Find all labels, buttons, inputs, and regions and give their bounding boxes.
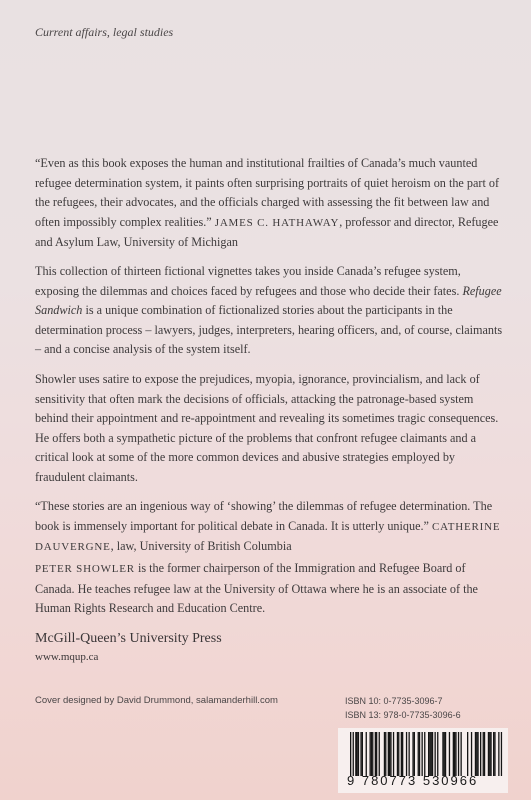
- bio-text: is the former chairperson of the Immigration and Refugee Board of Canada. He teaches refugee law at the University of Ottawa where he is an associate of the Human Rights Research and Education Centre.: [35, 561, 478, 615]
- barcode-bar: [458, 732, 459, 776]
- publisher-name: McGill-Queen’s University Press: [35, 631, 222, 646]
- barcode-bar: [454, 732, 455, 776]
- barcode-bar: [431, 732, 432, 776]
- genre-label: Current affairs, legal studies: [35, 25, 174, 39]
- endorsement-author: CATHERINE DAUVERGNE: [35, 520, 501, 553]
- barcode-bar: [375, 732, 376, 776]
- endorsement-affiliation: , professor and director, Refugee and Asylum Law, University of Michigan: [35, 214, 499, 249]
- barcode-bar: [393, 732, 394, 776]
- author-bio: [35, 559, 505, 619]
- barcode-bar: [372, 732, 373, 776]
- barcode-bar: [390, 732, 391, 776]
- barcode-bar: [501, 732, 502, 776]
- barcode-bar: [371, 732, 372, 776]
- barcode-bar: [376, 732, 377, 776]
- cover-credit: Cover designed by David Drummond, salamanderhill.com: [35, 695, 278, 706]
- barcode-bar: [498, 732, 499, 776]
- barcode-bar: [414, 732, 415, 776]
- barcode-bar: [385, 732, 386, 776]
- barcode-bar: [488, 732, 489, 776]
- book-title: Refugee Sandwich: [35, 283, 502, 317]
- barcode-bar: [428, 732, 429, 776]
- barcode-bar: [422, 732, 423, 776]
- barcode-bar: [358, 732, 359, 776]
- description-intro: This collection of thirteen fictional vignettes takes you inside Canada’s refugee system, exposing the dilemmas and choices faced by refugees and those who decide their fates.: [35, 264, 463, 298]
- barcode-number: 9 780773 530966: [347, 773, 479, 788]
- barcode-bar: [397, 732, 398, 776]
- barcode-bar: [357, 732, 358, 776]
- barcode-bar: [437, 732, 438, 776]
- barcode-bar: [455, 732, 456, 776]
- endorsement-affiliation: , law, University of British Columbia: [110, 539, 292, 553]
- bio-author: PETER SHOWLER: [35, 563, 135, 575]
- barcode-bar: [461, 732, 462, 776]
- publisher-url: www.mqup.ca: [35, 651, 99, 663]
- barcode-bar: [476, 732, 477, 776]
- barcode-bar: [489, 732, 490, 776]
- barcode-bar: [412, 732, 413, 776]
- barcode-bar: [444, 732, 445, 776]
- barcode-bar: [384, 732, 385, 776]
- barcode-bar: [432, 732, 433, 776]
- barcode-bar: [480, 732, 481, 776]
- endorsement-quote: “These stories are an ingenious way of ‘showing’ the dilemmas of refugee determination. The book is immensely important for political debate in Canada. It is utterly unique.”: [35, 499, 493, 533]
- endorsement-dauvergne: [35, 497, 505, 558]
- barcode-bars: [338, 728, 508, 778]
- barcode-bar: [471, 732, 472, 776]
- barcode-bar: [388, 732, 389, 776]
- endorsement-hathaway: [35, 154, 505, 253]
- barcode-bar: [435, 732, 436, 776]
- barcode-bar: [409, 732, 410, 776]
- barcode-bar: [490, 732, 491, 776]
- barcode-bar: [484, 732, 485, 776]
- isbn-13: ISBN 13: 978-0-7735-3096-6: [345, 710, 461, 720]
- barcode-bar: [493, 732, 494, 776]
- barcode-bar: [475, 732, 476, 776]
- endorsement-author: JAMES C. HATHAWAY: [214, 216, 340, 229]
- barcode-bar: [453, 732, 454, 776]
- barcode-bar: [370, 732, 371, 776]
- barcode-bar: [366, 732, 367, 776]
- barcode-bar: [418, 732, 419, 776]
- book-description: [35, 262, 505, 360]
- barcode-bar: [350, 732, 351, 776]
- barcode-bar: [424, 732, 425, 776]
- barcode-bar: [360, 732, 361, 776]
- barcode-bar: [449, 732, 450, 776]
- barcode-bar: [429, 732, 430, 776]
- endorsement-quote: “Even as this book exposes the human and institutional frailties of Canada’s much vaunted refugee determination system, it paints often surprising portraits of quiet heroism on the part of the refugees, their advocates, and the officials charged with assessing the fit between law and often impossibly complex realities.”: [35, 156, 500, 229]
- barcode-bar: [398, 732, 399, 776]
- barcode-bar: [355, 732, 356, 776]
- barcode-bar: [467, 732, 468, 776]
- barcode-bar: [445, 732, 446, 776]
- barcode-bar: [406, 732, 407, 776]
- barcode-bar: [362, 732, 363, 776]
- barcode-bar: [402, 732, 403, 776]
- barcode-bar: [353, 732, 354, 776]
- barcode-bar: [379, 732, 380, 776]
- book-summary: Showler uses satire to expose the prejudices, myopia, ignorance, provincialism, and lack of sensitivity that often mark the decisions of officials, attacking the patronage-based system behind their appointment and re-appointment and revealing its sometimes tragic consequences. He offers both a sympathetic picture of the problems that confront refugee claimants and a critical look at some of the more common devices and abusive strategies employed by fraudulent claimants.: [35, 372, 499, 484]
- barcode-bar: [494, 732, 495, 776]
- barcode-bar: [419, 732, 420, 776]
- isbn-10: ISBN 10: 0-7735-3096-7: [345, 696, 443, 706]
- barcode-bar: [483, 732, 484, 776]
- barcode-bar: [477, 732, 478, 776]
- description-rest: is a unique combination of fictionalized stories about the participants in the determination process – lawyers, judges, interpreters, hearing officers, and, of course, claimants – and a concise analysis of the system itself.: [35, 303, 503, 356]
- barcode-bar: [401, 732, 402, 776]
- barcode-bar: [389, 732, 390, 776]
- barcode-bar: [442, 732, 443, 776]
